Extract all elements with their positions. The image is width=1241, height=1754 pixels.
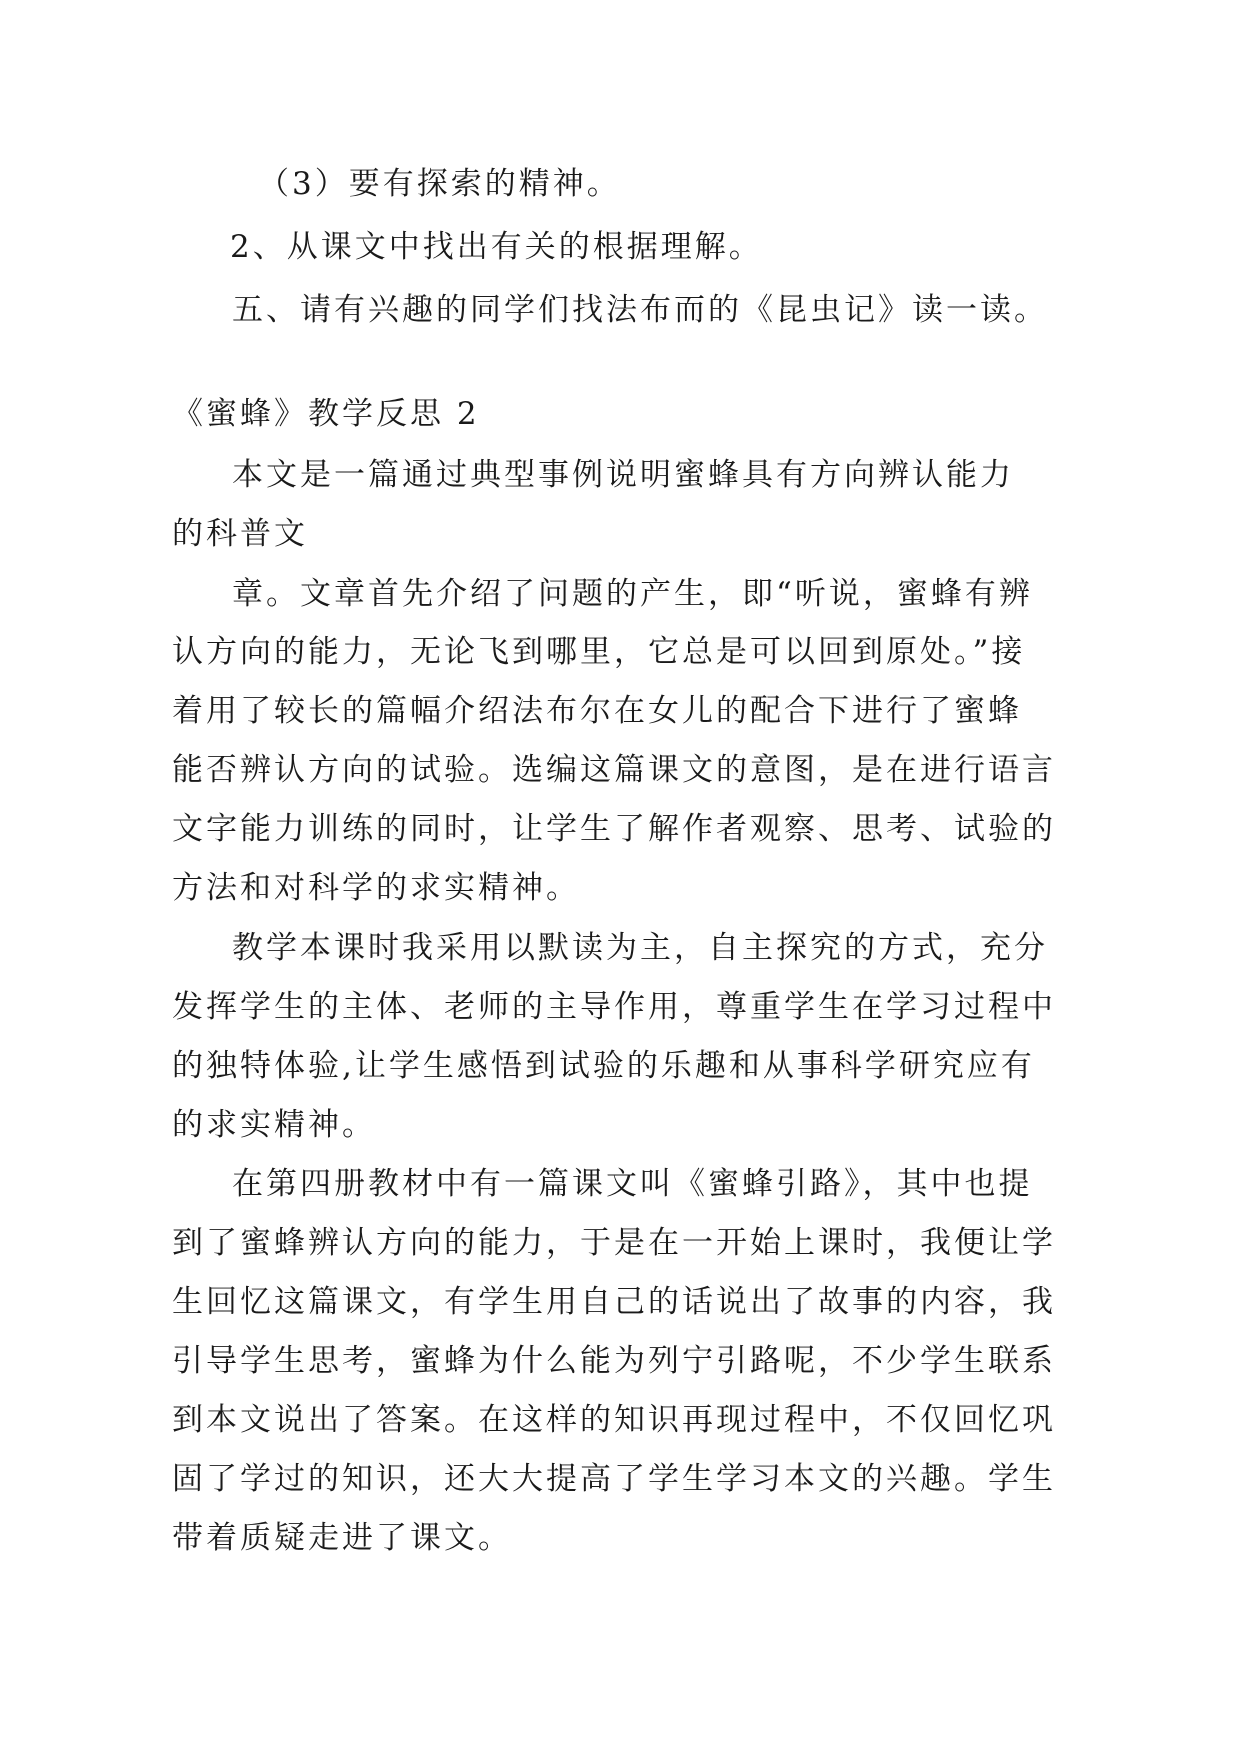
paragraph-2-line-6: 方法和对科学的求实精神。 [172,870,580,906]
paragraph-2-line-3: 着用了较长的篇幅介绍法布尔在女儿的配合下进行了蜜蜂 [172,693,1022,729]
list-item-point-2: 2、从课文中找出有关的根据理解。 [230,229,763,265]
paragraph-2-line-5: 文字能力训练的同时，让学生了解作者观察、思考、试验的 [172,811,1056,847]
paragraph-4-line-2: 到了蜜蜂辨认方向的能力，于是在一开始上课时，我便让学 [172,1225,1056,1261]
paragraph-4-line-7: 带着质疑走进了课文。 [172,1520,512,1556]
paragraph-4-line-6: 固了学过的知识，还大大提高了学生学习本文的兴趣。学生 [172,1461,1056,1497]
paragraph-2-line-2: 认方向的能力，无论飞到哪里，它总是可以回到原处。”接 [172,634,1026,670]
paragraph-1-line-2: 的科普文 [172,516,308,552]
paragraph-3-line-2: 发挥学生的主体、老师的主导作用，尊重学生在学习过程中 [172,989,1056,1025]
paragraph-3-line-3: 的独特体验,让学生感悟到试验的乐趣和从事科学研究应有 [172,1048,1035,1084]
section-title: 《蜜蜂》教学反思 2 [172,396,480,432]
paragraph-3-line-4: 的求实精神。 [172,1107,376,1143]
paragraph-4-line-1: 在第四册教材中有一篇课文叫《蜜蜂引路》，其中也提 [232,1166,1033,1202]
paragraph-4-line-4: 引导学生思考，蜜蜂为什么能为列宁引路呢，不少学生联系 [172,1343,1056,1379]
paragraph-2-line-4: 能否辨认方向的试验。选编这篇课文的意图，是在进行语言 [172,752,1056,788]
paragraph-4-line-5: 到本文说出了答案。在这样的知识再现过程中，不仅回忆巩 [172,1402,1056,1438]
paragraph-4-line-3: 生回忆这篇课文，有学生用自己的话说出了故事的内容，我 [172,1284,1056,1320]
paragraph-1-line-1: 本文是一篇通过典型事例说明蜜蜂具有方向辨认能力 [232,457,1014,493]
paragraph-3-line-1: 教学本课时我采用以默读为主，自主探究的方式，充分 [232,930,1048,966]
list-item-3: （3）要有探索的精神。 [258,166,621,202]
list-item-point-5: 五、请有兴趣的同学们找法布而的《昆虫记》读一读。 [232,292,1048,328]
paragraph-2-line-1: 章。文章首先介绍了问题的产生，即“听说，蜜蜂有辨 [232,576,1033,612]
